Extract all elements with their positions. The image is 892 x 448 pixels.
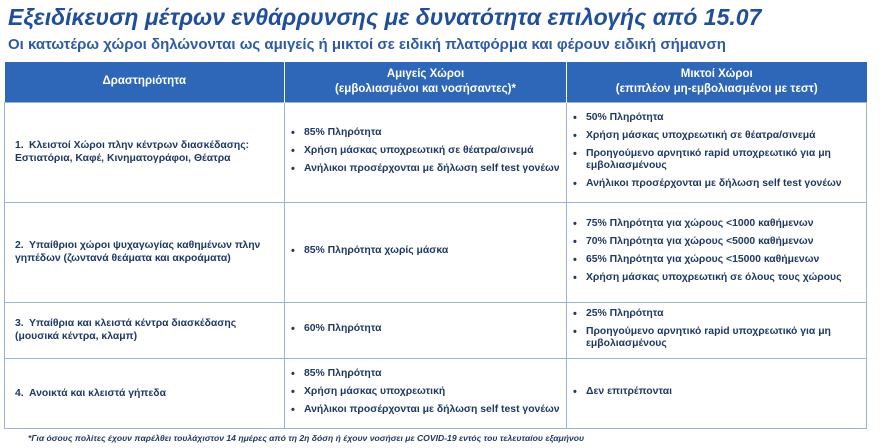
table-row xyxy=(5,358,867,428)
list-item: • Προηγούμενο αρνητικό rapid υποχρεωτικό για μη εμβολιασμένους xyxy=(573,326,860,350)
list-item: • 85% Πληρότητα xyxy=(291,127,560,139)
mixed-cell xyxy=(567,358,867,428)
list-item: • 70% Πληρότητα για χώρους <5000 καθήμενων xyxy=(573,236,860,248)
activity-cell xyxy=(5,202,285,302)
header-pure-subtitle: (εμβολιασμένοι και νοσήσαντες)* xyxy=(335,82,516,95)
list-item: • Ανήλικοι προσέρχονται με δήλωση self test γονέων xyxy=(291,404,560,416)
footnote: *Για όσους πολίτες έχουν παρέλθει τουλάχιστον 14 ημέρες από τη 2η δόση ή έχουν νοσήσει με COVID-19 εντός του τελευταίου εξαμήνου xyxy=(28,433,585,443)
pure-cell xyxy=(285,202,567,302)
activity-text: Κλειστοί Χώροι πλην κέντρων διασκέδασης: Εστιατόρια, Καφέ, Κινηματογράφοι, Θέατρα xyxy=(15,140,250,164)
header-pure-spaces xyxy=(285,62,567,102)
row-number: 3. xyxy=(15,318,24,329)
list-item: • 65% Πληρότητα για χώρους <15000 καθήμενων xyxy=(573,254,860,266)
list-item: • 25% Πληρότητα xyxy=(573,308,860,320)
list-item: • Χρήση μάσκας υποχρεωτική σε θέατρα/σινεμά xyxy=(291,145,560,157)
list-item: • 50% Πληρότητα xyxy=(573,112,860,124)
mixed-cell xyxy=(567,202,867,302)
activity-cell xyxy=(5,302,285,358)
list-item: • Χρήση μάσκας υποχρεωτική xyxy=(291,386,560,398)
page-subtitle: Οι κατωτέρω χώροι δηλώνονται ως αμιγείς ή μικτοί σε ειδική πλατφόρμα και φέρουν ειδική σήμανση xyxy=(8,36,726,53)
page-title: Εξειδίκευση μέτρων ενθάρρυνσης με δυνατότητα επιλογής από 15.07 xyxy=(8,4,762,30)
pure-cell xyxy=(285,358,567,428)
list-item: • 85% Πληρότητα xyxy=(291,368,560,380)
header-mixed-title: Μικτοί Χώροι xyxy=(680,67,753,80)
mixed-cell xyxy=(567,302,867,358)
list-item: • Χρήση μάσκας υποχρεωτική σε θέατρα/σινεμά xyxy=(573,130,860,142)
table-row xyxy=(5,202,867,302)
header-activity: Δραστηριότητα xyxy=(5,62,285,102)
list-item: • 60% Πληρότητα xyxy=(291,323,560,335)
table-row xyxy=(5,302,867,358)
table-row xyxy=(5,102,867,202)
list-item: • Δεν επιτρέπονται xyxy=(573,386,860,398)
row-number: 1. xyxy=(15,140,24,151)
pure-cell xyxy=(285,302,567,358)
list-item: • Ανήλικοι προσέρχονται με δήλωση self test γονέων xyxy=(291,163,560,175)
measures-table xyxy=(4,62,867,429)
header-mixed-subtitle: (επιπλέον μη-εμβολιασμένοι με τεστ) xyxy=(615,82,818,95)
mixed-cell xyxy=(567,102,867,202)
pure-cell xyxy=(285,102,567,202)
activity-cell xyxy=(5,102,285,202)
list-item: • Ανήλικοι προσέρχονται με δήλωση self test γονέων xyxy=(573,178,860,190)
row-number: 2. xyxy=(15,240,24,251)
table-header-row xyxy=(5,62,867,102)
activity-text: Υπαίθριοι χώροι ψυχαγωγίας καθημένων πλην γηπέδων (ζωντανά θεάματα και ακροάματα) xyxy=(15,240,261,264)
list-item: • 75% Πληρότητα για χώρους <1000 καθήμενων xyxy=(573,218,860,230)
list-item: • 85% Πληρότητα χωρίς μάσκα xyxy=(291,245,560,257)
list-item: • Χρήση μάσκας υποχρεωτική σε όλους τους χώρους xyxy=(573,272,860,284)
activity-text: Ανοικτά και κλειστά γήπεδα xyxy=(29,387,166,399)
header-mixed-spaces xyxy=(567,62,867,102)
activity-text: Υπαίθρια και κλειστά κέντρα διασκέδασης (μουσικά κέντρα, κλαμπ) xyxy=(15,318,237,342)
list-item: • Προηγούμενο αρνητικό rapid υποχρεωτικό για μη εμβολιασμένους xyxy=(573,148,860,172)
activity-cell xyxy=(5,358,285,428)
row-number: 4. xyxy=(15,387,24,399)
header-pure-title: Αμιγείς Χώροι xyxy=(386,67,465,80)
